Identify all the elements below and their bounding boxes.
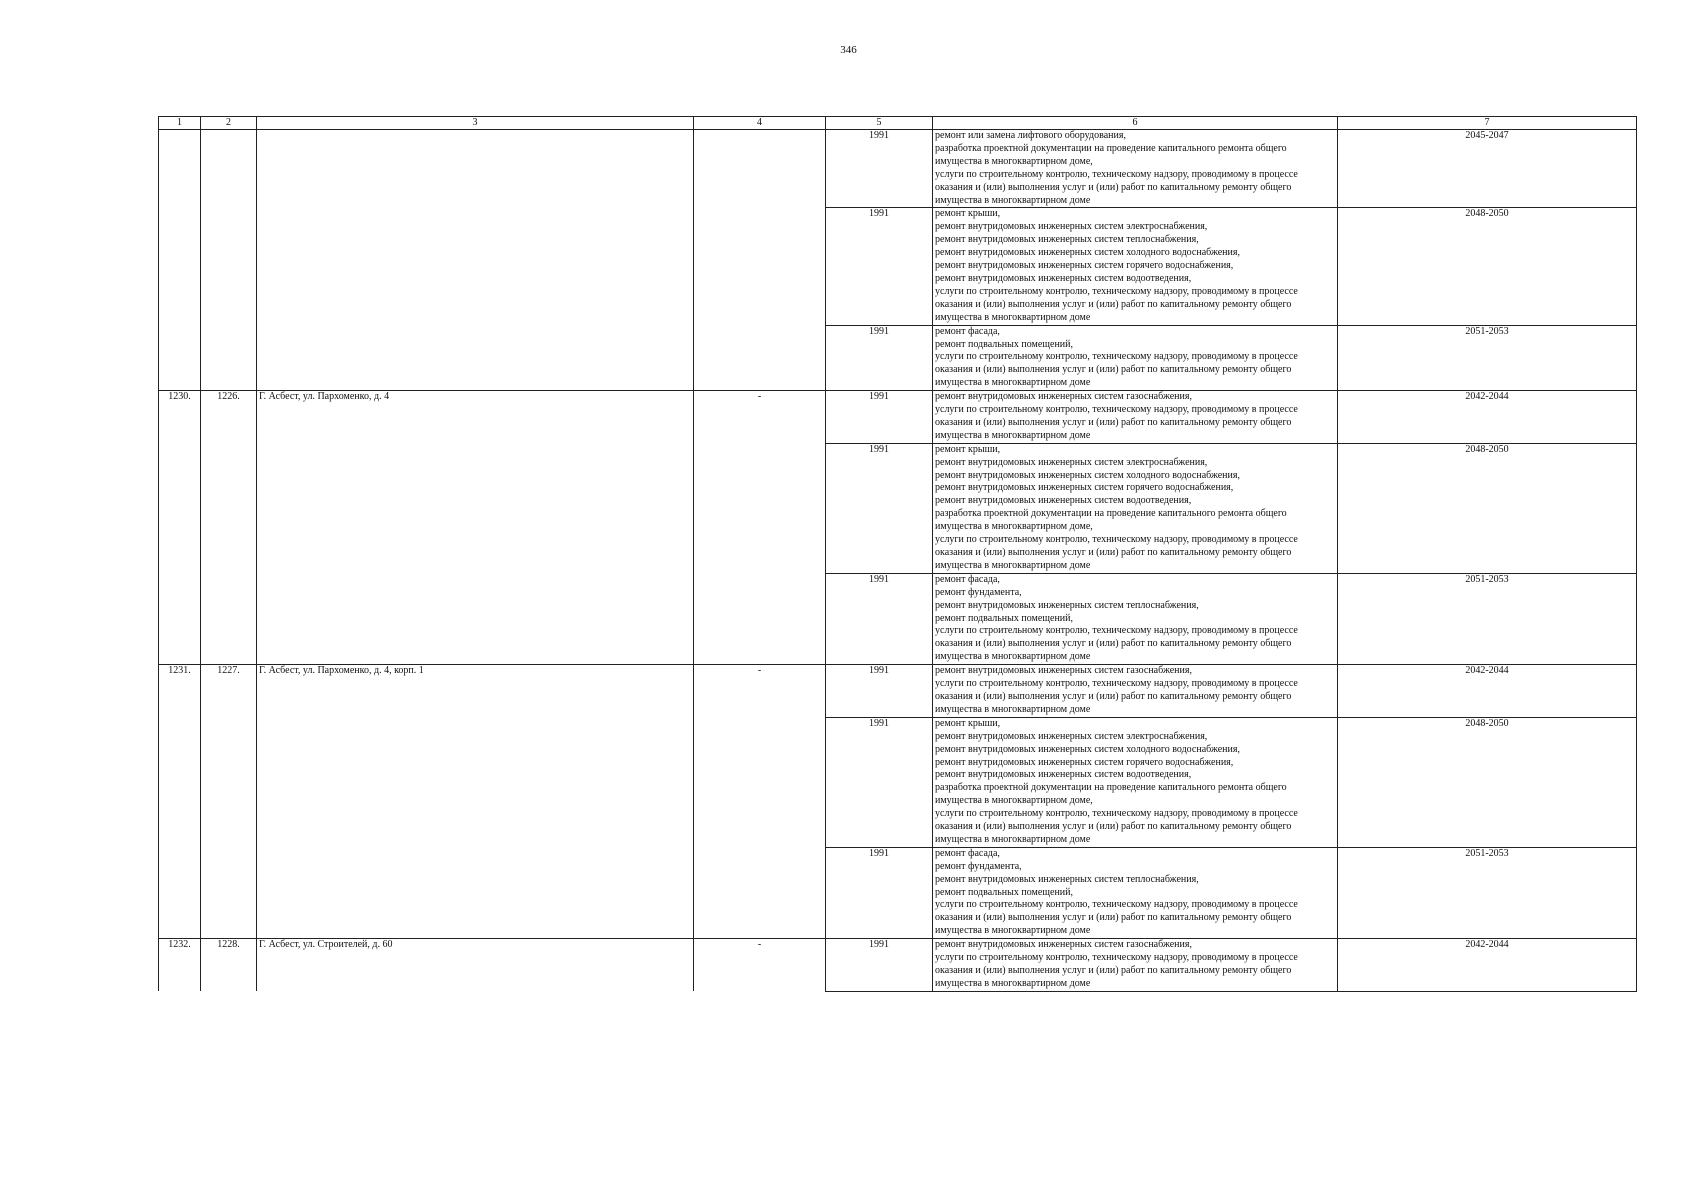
work-item-line: ремонт фасада, (935, 325, 1000, 337)
year-cell: 1991 (826, 443, 933, 573)
row-number-cell: 1231. (159, 665, 201, 939)
work-item-line: ремонт внутридомовых инженерных систем горячего водоснабжения, (935, 756, 1234, 768)
work-item-line: оказания и (или) выполнения услуг и (или) работ по капитальному ремонту общего (935, 821, 1292, 833)
row-number-cell: 1230. (159, 391, 201, 665)
work-item-line: имущества в многоквартирном доме (935, 833, 1091, 845)
year-cell: 1991 (826, 573, 933, 664)
work-item-line: разработка проектной документации на проведение капитального ремонта общего (935, 142, 1287, 154)
work-item-line: услуги по строительному контролю, техническому надзору, проводимому в процессе (935, 168, 1298, 180)
work-item-line: оказания и (или) выполнения услуг и (или) работ по капитальному ремонту общего (935, 965, 1292, 976)
work-item-line: разработка проектной документации на проведение капитального ремонта общего (935, 782, 1287, 794)
work-item-line: ремонт внутридомовых инженерных систем теплоснабжения, (935, 599, 1199, 611)
period-cell: 2045-2047 (1338, 130, 1637, 208)
work-item-line: ремонт внутридомовых инженерных систем холодного водоснабжения, (935, 469, 1240, 481)
work-item-line: ремонт внутридомовых инженерных систем холодного водоснабжения, (935, 743, 1240, 755)
work-item-line: ремонт крыши, (935, 717, 1001, 729)
work-item-line: услуги по строительному контролю, техническому надзору, проводимому в процессе (935, 625, 1298, 637)
work-item-line: ремонт внутридомовых инженерных систем электроснабжения, (935, 221, 1208, 233)
work-item-line: ремонт фасада, (935, 573, 1000, 585)
column-header: 3 (257, 117, 694, 130)
table-row (159, 130, 1637, 208)
work-item-line: ремонт крыши, (935, 208, 1001, 220)
work-item-line: оказания и (или) выполнения услуг и (или) работ по капитальному ремонту общего (935, 298, 1292, 310)
work-item-line: ремонт внутридомовых инженерных систем водоотведения, (935, 495, 1192, 507)
works-list-cell (933, 443, 1338, 573)
column-header: 6 (933, 117, 1338, 130)
work-item-line: услуги по строительному контролю, техническому надзору, проводимому в процессе (935, 678, 1298, 690)
column-header: 5 (826, 117, 933, 130)
works-list-cell (933, 573, 1338, 664)
work-item-line: ремонт или замена лифтового оборудования, (935, 130, 1126, 141)
period-cell: 2051-2053 (1338, 573, 1637, 664)
page-number: 346 (840, 44, 857, 56)
year-cell: 1991 (826, 847, 933, 938)
work-item-line: ремонт внутридомовых инженерных систем горячего водоснабжения, (935, 260, 1234, 272)
object-id-cell: 1227. (201, 665, 257, 939)
work-item-line: разработка проектной документации на проведение капитального ремонта общего (935, 508, 1287, 520)
column-4-cell (694, 130, 826, 391)
work-item-line: услуги по строительному контролю, техническому надзору, проводимому в процессе (935, 808, 1298, 820)
work-item-line: имущества в многоквартирном доме (935, 559, 1091, 571)
row-number-cell: 1232. (159, 939, 201, 992)
column-header: 4 (694, 117, 826, 130)
table-row (159, 665, 1637, 718)
work-item-line: оказания и (или) выполнения услуг и (или) работ по капитальному ремонту общего (935, 690, 1292, 702)
year-cell: 1991 (826, 130, 933, 208)
object-id-cell: 1226. (201, 391, 257, 665)
year-cell: 1991 (826, 208, 933, 325)
year-cell: 1991 (826, 391, 933, 444)
year-cell: 1991 (826, 325, 933, 391)
work-item-line: имущества в многоквартирном доме (935, 651, 1091, 663)
work-item-line: ремонт внутридомовых инженерных систем теплоснабжения, (935, 873, 1199, 885)
period-cell: 2051-2053 (1338, 847, 1637, 938)
object-id-cell (201, 130, 257, 391)
work-item-line: ремонт внутридомовых инженерных систем газоснабжения, (935, 391, 1192, 403)
work-item-line: ремонт внутридомовых инженерных систем электроснабжения, (935, 730, 1208, 742)
column-4-cell: - (694, 665, 826, 939)
row-number-cell (159, 130, 201, 391)
work-item-line: ремонт фундамента, (935, 860, 1022, 872)
work-item-line: ремонт внутридомовых инженерных систем горячего водоснабжения, (935, 482, 1234, 494)
work-item-line: ремонт подвальных помещений, (935, 338, 1073, 350)
address-cell: Г. Асбест, ул. Строителей, д. 60 (257, 939, 694, 992)
work-item-line: ремонт подвальных помещений, (935, 886, 1073, 898)
column-header: 1 (159, 117, 201, 130)
repair-schedule-table (158, 116, 1637, 992)
work-item-line: имущества в многоквартирном доме, (935, 795, 1093, 807)
work-item-line: оказания и (или) выполнения услуг и (или) работ по капитальному ремонту общего (935, 364, 1292, 376)
work-item-line: ремонт внутридомовых инженерных систем водоотведения, (935, 769, 1192, 781)
year-cell: 1991 (826, 665, 933, 718)
work-item-line: имущества в многоквартирном доме (935, 377, 1091, 389)
work-item-line: услуги по строительному контролю, техническому надзору, проводимому в процессе (935, 952, 1298, 964)
works-list-cell (933, 391, 1338, 444)
work-item-line: услуги по строительному контролю, техническому надзору, проводимому в процессе (935, 285, 1298, 297)
year-cell: 1991 (826, 717, 933, 847)
period-cell: 2042-2044 (1338, 939, 1637, 992)
work-item-line: ремонт фундамента, (935, 586, 1022, 598)
works-list-cell (933, 939, 1338, 992)
period-cell: 2048-2050 (1338, 443, 1637, 573)
work-item-line: ремонт внутридомовых инженерных систем газоснабжения, (935, 939, 1192, 951)
column-header: 2 (201, 117, 257, 130)
works-list-cell (933, 325, 1338, 391)
work-item-line: ремонт внутридомовых инженерных систем теплоснабжения, (935, 234, 1199, 246)
work-item-line: ремонт крыши, (935, 443, 1001, 455)
works-list-cell (933, 717, 1338, 847)
works-list-cell (933, 847, 1338, 938)
work-item-line: оказания и (или) выполнения услуг и (или) работ по капитальному ремонту общего (935, 547, 1292, 558)
work-item-line: ремонт внутридомовых инженерных систем водоотведения, (935, 272, 1192, 284)
work-item-line: услуги по строительному контролю, техническому надзору, проводимому в процессе (935, 351, 1298, 363)
work-item-line: ремонт внутридомовых инженерных систем электроснабжения, (935, 456, 1208, 468)
work-item-line: оказания и (или) выполнения услуг и (или) работ по капитальному ремонту общего (935, 416, 1292, 428)
work-item-line: оказания и (или) выполнения услуг и (или) работ по капитальному ремонту общего (935, 912, 1292, 924)
works-list-cell (933, 130, 1338, 208)
object-id-cell: 1228. (201, 939, 257, 992)
column-4-cell: - (694, 939, 826, 992)
work-item-line: имущества в многоквартирном доме (935, 703, 1091, 715)
address-cell: Г. Асбест, ул. Пархоменко, д. 4, корп. 1 (257, 665, 694, 939)
work-item-line: оказания и (или) выполнения услуг и (или) работ по капитальному ремонту общего (935, 181, 1292, 193)
repair-schedule-table-wrap (158, 116, 1636, 992)
work-item-line: имущества в многоквартирном доме (935, 311, 1091, 323)
work-item-line: ремонт подвальных помещений, (935, 612, 1073, 624)
column-number-header-row (159, 117, 1637, 130)
period-cell: 2048-2050 (1338, 717, 1637, 847)
period-cell: 2048-2050 (1338, 208, 1637, 325)
work-item-line: услуги по строительному контролю, техническому надзору, проводимому в процессе (935, 534, 1298, 546)
work-item-line: оказания и (или) выполнения услуг и (или) работ по капитальному ремонту общего (935, 638, 1292, 650)
work-item-line: ремонт внутридомовых инженерных систем холодного водоснабжения, (935, 247, 1240, 259)
work-item-line: ремонт фасада, (935, 847, 1000, 859)
period-cell: 2051-2053 (1338, 325, 1637, 391)
column-header: 7 (1338, 117, 1637, 130)
column-4-cell: - (694, 391, 826, 665)
works-list-cell (933, 665, 1338, 718)
table-body (159, 117, 1637, 992)
address-cell (257, 130, 694, 391)
work-item-line: имущества в многоквартирном доме, (935, 155, 1093, 167)
works-list-cell (933, 208, 1338, 325)
work-item-line: имущества в многоквартирном доме, (935, 521, 1093, 533)
work-item-line: имущества в многоквартирном доме (935, 925, 1091, 937)
work-item-line: услуги по строительному контролю, техническому надзору, проводимому в процессе (935, 899, 1298, 911)
table-row (159, 939, 1637, 992)
work-item-line: ремонт внутридомовых инженерных систем газоснабжения, (935, 665, 1192, 677)
work-item-line: имущества в многоквартирном доме (935, 429, 1091, 441)
period-cell: 2042-2044 (1338, 665, 1637, 718)
address-cell: Г. Асбест, ул. Пархоменко, д. 4 (257, 391, 694, 665)
year-cell: 1991 (826, 939, 933, 992)
work-item-line: имущества в многоквартирном доме (935, 977, 1091, 989)
period-cell: 2042-2044 (1338, 391, 1637, 444)
table-row (159, 391, 1637, 444)
work-item-line: услуги по строительному контролю, техническому надзору, проводимому в процессе (935, 404, 1298, 416)
work-item-line: имущества в многоквартирном доме (935, 194, 1091, 206)
